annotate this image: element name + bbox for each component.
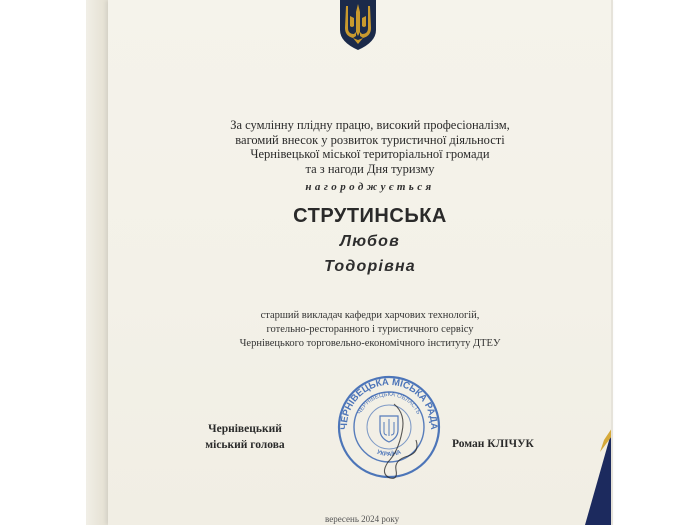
citation-line: та з нагоди Дня туризму <box>305 161 435 176</box>
recipient-position <box>120 309 620 351</box>
position-line: старший викладач кафедри харчових технологій, <box>260 310 480 321</box>
issue-date: вересень 2024 року <box>325 514 400 524</box>
recipient-first-name: Любов <box>340 233 400 250</box>
trident-emblem-icon <box>339 0 377 50</box>
signatory-title-line: міський голова <box>205 439 285 451</box>
citation-line: вагомий внесок у розвиток туристичної діяльності <box>235 132 505 147</box>
signatory-title <box>170 421 320 453</box>
position-line: Чернівецького торговельно-економічного інституту ДТЕУ <box>239 338 501 349</box>
signatory-name: Роман КЛІЧУК <box>452 438 534 450</box>
svg-text:ЧЕРНІВЕЦЬКА МІСЬКА РАДА: ЧЕРНІВЕЦЬКА МІСЬКА РАДА <box>338 376 440 430</box>
citation-line: Чернівецької міської територіальної громади <box>250 147 490 161</box>
awarded-label: нагороджується <box>305 181 435 193</box>
signatory-title-line: Чернівецький <box>208 423 282 435</box>
recipient-patronymic: Тодорівна <box>324 258 416 275</box>
citation-text <box>120 118 620 176</box>
citation-line: За сумлінну плідну працю, високий професіоналізм, <box>230 118 510 132</box>
official-stamp <box>336 374 442 480</box>
svg-text:ЧЕРНІВЕЦЬКА ОБЛАСТЬ: ЧЕРНІВЕЦЬКА ОБЛАСТЬ <box>356 391 422 416</box>
position-line: готельно-ресторанного і туристичного сервісу <box>266 324 474 335</box>
recipient-surname: СТРУТИНСЬКА <box>293 205 447 227</box>
svg-text:УКРАЇНА: УКРАЇНА <box>375 449 403 459</box>
